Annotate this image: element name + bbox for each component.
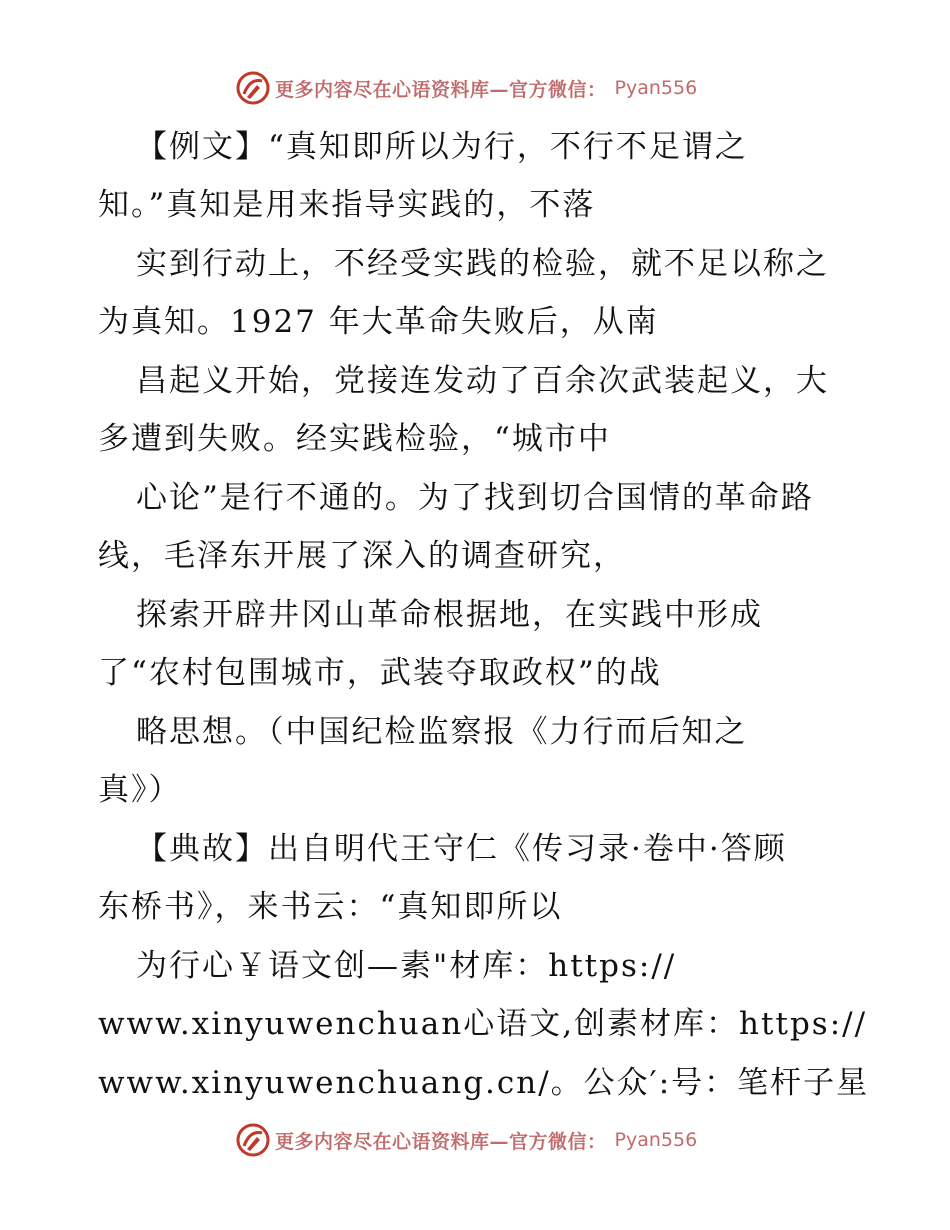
- text-line-4: 为真知。1927 年大革命失败后，从南: [98, 304, 659, 340]
- banner-wechat-id: Pyan556: [614, 1129, 698, 1151]
- text-line-12: 真》）: [98, 772, 182, 808]
- text-line-2: 知。”真知是用来指导实践的，不落: [98, 187, 596, 223]
- banner-text: 更多内容尽在心语资料库—官方微信：: [275, 78, 607, 101]
- text-line-13: 【典故】出自明代王守仁《传习录·卷中·答顾: [136, 831, 787, 867]
- text-line-7: 心论”是行不通的。为了找到切合国情的革命路: [136, 480, 814, 516]
- text-line-9: 探索开辟井冈山革命根据地，在实践中形成: [136, 597, 763, 633]
- text-line-6: 多遭到失败。经实践检验，“城市中: [98, 421, 611, 457]
- text-line-1: 【例文】“真知即所以为行，不行不足谓之: [136, 129, 748, 165]
- brand-logo-icon: [235, 1122, 271, 1158]
- banner-wechat-id: Pyan556: [614, 77, 698, 99]
- text-line-3: 实到行动上，不经受实践的检验，就不足以称之: [136, 246, 829, 282]
- text-line-15: 为行心￥语文创—素"材库：https://: [136, 948, 677, 984]
- text-line-11: 略思想。（中国纪检监察报《力行而后知之: [136, 714, 748, 750]
- footer-banner: [235, 1122, 755, 1158]
- text-line-5: 昌起义开始，党接连发动了百余次武装起义，大: [136, 363, 829, 399]
- text-line-17: www.xinyuwenchuang.cn/。公众′:号：笔杆子星: [98, 1065, 870, 1101]
- text-line-14: 东桥书》，来书云：“真知即所以: [98, 889, 563, 925]
- text-line-10: 了“农村包围城市，武装夺取政权”的战: [98, 655, 662, 691]
- text-line-8: 线，毛泽东开展了深入的调查研究，: [98, 538, 626, 574]
- text-line-16: www.xinyuwenchuan心语文,创素材库：https://: [98, 1006, 868, 1042]
- banner-text: 更多内容尽在心语资料库—官方微信：: [275, 1130, 607, 1153]
- brand-logo-icon: [235, 70, 271, 106]
- header-banner: [235, 70, 755, 106]
